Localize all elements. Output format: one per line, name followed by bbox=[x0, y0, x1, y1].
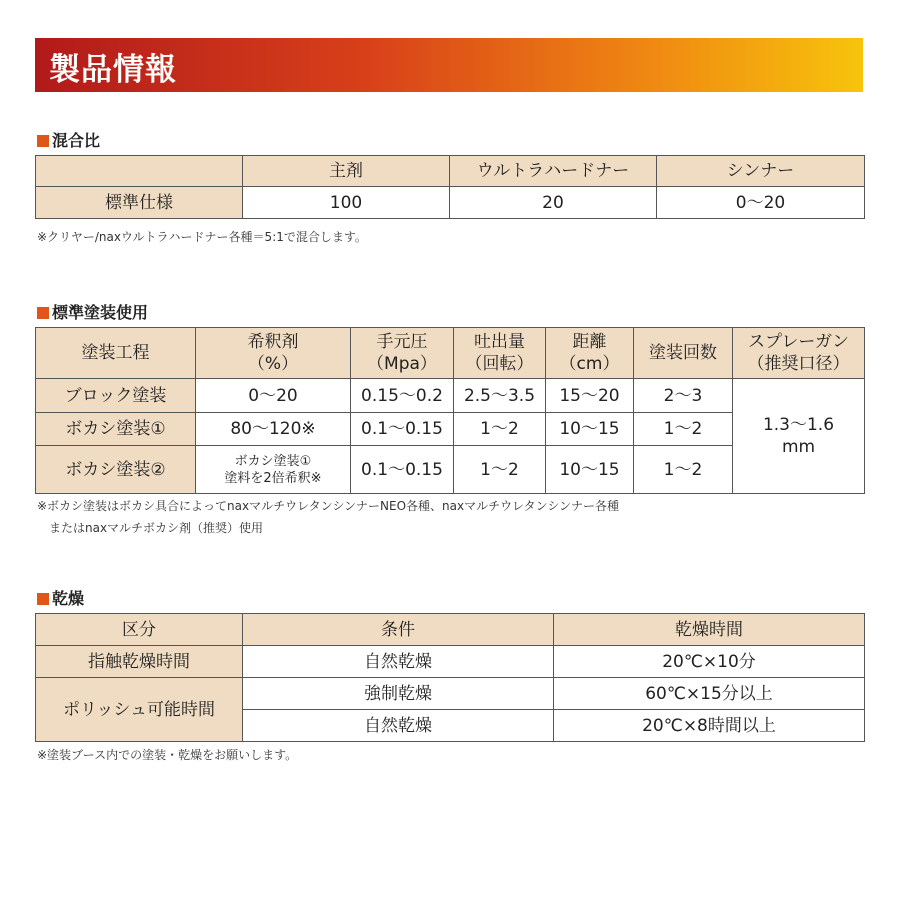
header-cell: 塗装工程 bbox=[36, 328, 196, 379]
table-cell: 20℃×10分 bbox=[554, 646, 865, 678]
table-cell: 0.1～0.15 bbox=[351, 446, 454, 494]
spray-gun-cell: 1.3～1.6 mm bbox=[733, 379, 865, 494]
table-row bbox=[36, 379, 865, 413]
header-cell: 吐出量 （回転） bbox=[454, 328, 546, 379]
row-label: 指触乾燥時間 bbox=[36, 646, 243, 678]
table-cell: 1～2 bbox=[634, 446, 733, 494]
drying-note: ※塗装ブース内での塗装・乾燥をお願いします。 bbox=[37, 748, 298, 762]
header-cell: 乾燥時間 bbox=[554, 614, 865, 646]
coating-heading-text: 標準塗装使用 bbox=[52, 303, 149, 322]
table-cell: 20℃×8時間以上 bbox=[554, 710, 865, 742]
header-cell bbox=[36, 156, 243, 187]
coating-table bbox=[35, 327, 865, 494]
table-row bbox=[36, 646, 865, 678]
table-cell: 0～20 bbox=[196, 379, 351, 413]
table-cell: 2～3 bbox=[634, 379, 733, 413]
header-cell: 希釈剤 （%） bbox=[196, 328, 351, 379]
square-bullet-icon bbox=[37, 135, 49, 147]
table-row bbox=[36, 187, 865, 219]
coating-note-2: またはnaxマルチボカシ剤（推奨）使用 bbox=[37, 521, 264, 535]
header-cell: 条件 bbox=[243, 614, 554, 646]
table-cell: 20 bbox=[450, 187, 657, 219]
header-cell: スプレーガン （推奨口径） bbox=[733, 328, 865, 379]
table-cell: 0.15～0.2 bbox=[351, 379, 454, 413]
table-cell: 10～15 bbox=[546, 446, 634, 494]
drying-heading bbox=[37, 586, 84, 609]
mix-heading-text: 混合比 bbox=[52, 131, 101, 150]
coating-note-1: ※ボカシ塗装はボカシ具合によってnaxマルチウレタンシンナーNEO各種、naxマルチウレタンシンナー各種 bbox=[37, 499, 620, 513]
table-cell: 強制乾燥 bbox=[243, 678, 554, 710]
table-cell: 1～2 bbox=[634, 413, 733, 446]
table-cell: 1～2 bbox=[454, 446, 546, 494]
table-cell: ボカシ塗装① 塗料を2倍希釈※ bbox=[196, 446, 351, 494]
mix-note: ※クリヤー/naxウルトラハードナー各種＝5:1で混合します。 bbox=[37, 230, 367, 244]
header-cell: 距離 （cm） bbox=[546, 328, 634, 379]
table-cell: 60℃×15分以上 bbox=[554, 678, 865, 710]
table-row bbox=[36, 678, 865, 710]
row-label: ボカシ塗装② bbox=[36, 446, 196, 494]
mix-heading bbox=[37, 128, 100, 151]
drying-heading-text: 乾燥 bbox=[52, 589, 85, 608]
row-label: ボカシ塗装① bbox=[36, 413, 196, 446]
table-header-row bbox=[36, 614, 865, 646]
row-label: ブロック塗装 bbox=[36, 379, 196, 413]
table-header-row bbox=[36, 328, 865, 379]
table-cell: 自然乾燥 bbox=[243, 710, 554, 742]
mix-ratio-table bbox=[35, 155, 865, 219]
square-bullet-icon bbox=[37, 307, 49, 319]
coating-heading bbox=[37, 300, 148, 323]
row-label: 標準仕様 bbox=[36, 187, 243, 219]
table-cell: 1～2 bbox=[454, 413, 546, 446]
table-cell: 15～20 bbox=[546, 379, 634, 413]
row-label: ポリッシュ可能時間 bbox=[36, 678, 243, 742]
header-cell: 手元圧 （Mpa） bbox=[351, 328, 454, 379]
header-cell: シンナー bbox=[657, 156, 865, 187]
drying-table bbox=[35, 613, 865, 742]
square-bullet-icon bbox=[37, 593, 49, 605]
header-cell: 区分 bbox=[36, 614, 243, 646]
banner-title: 製品情報 bbox=[49, 52, 177, 88]
section-banner bbox=[35, 38, 863, 92]
header-cell: 塗装回数 bbox=[634, 328, 733, 379]
table-header-row bbox=[36, 156, 865, 187]
table-cell: 100 bbox=[243, 187, 450, 219]
table-cell: 0.1～0.15 bbox=[351, 413, 454, 446]
header-cell: 主剤 bbox=[243, 156, 450, 187]
table-cell: 80～120※ bbox=[196, 413, 351, 446]
table-cell: 0～20 bbox=[657, 187, 865, 219]
table-cell: 10～15 bbox=[546, 413, 634, 446]
table-cell: 自然乾燥 bbox=[243, 646, 554, 678]
table-cell: 2.5～3.5 bbox=[454, 379, 546, 413]
header-cell: ウルトラハードナー bbox=[450, 156, 657, 187]
